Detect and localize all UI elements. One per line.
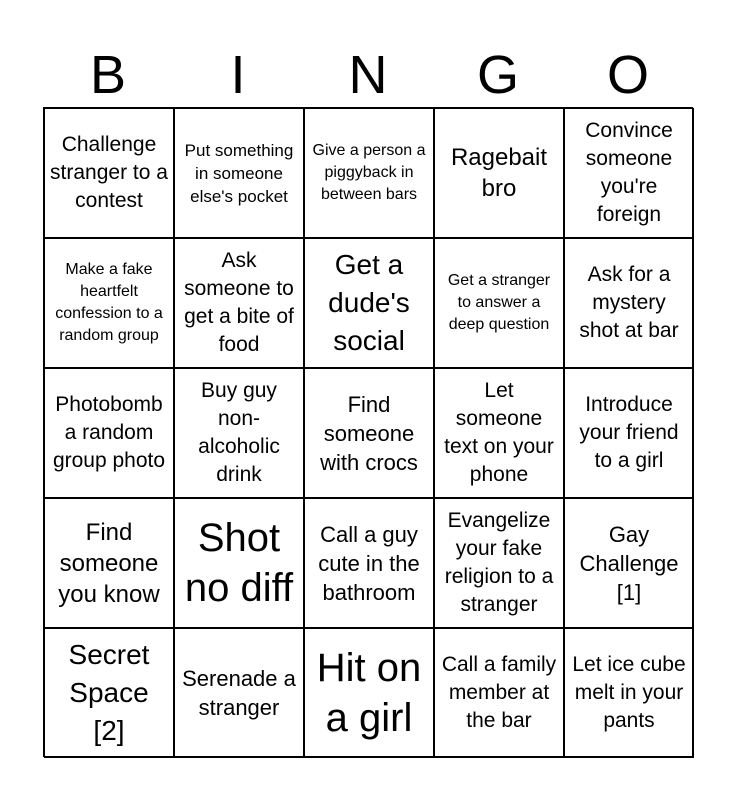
bingo-cell[interactable]	[304, 238, 434, 368]
bingo-cell[interactable]	[304, 368, 434, 498]
cell-text: Photobomb a random group photo	[52, 393, 166, 472]
cell-text: Give a person a piggyback in between bars	[312, 142, 426, 203]
cell-text: Gay Challenge [1]	[579, 521, 679, 605]
cell-text: Challenge stranger to a contest	[50, 133, 168, 212]
bingo-cell[interactable]	[44, 108, 174, 238]
bingo-cell[interactable]	[564, 238, 694, 368]
bingo-cell[interactable]	[44, 238, 174, 368]
bingo-cell[interactable]	[304, 108, 434, 238]
header-letter-g: G	[476, 45, 519, 105]
bingo-cell[interactable]	[434, 108, 564, 238]
cell-text: Find someone you know	[58, 518, 160, 608]
cell-text: Shot no diff	[184, 516, 294, 610]
cell-text: Secret Space [2]	[68, 639, 150, 746]
cell-text: Find someone with crocs	[320, 391, 418, 475]
cell-text: Call a family member at the bar	[441, 653, 557, 732]
bingo-cell[interactable]	[564, 108, 694, 238]
cell-text: Buy guy non-alcoholic drink	[198, 379, 280, 486]
header-letter-n: N	[348, 45, 388, 105]
header-letter-o: O	[606, 45, 649, 105]
header-letter-i: I	[230, 45, 246, 105]
bingo-cell[interactable]	[44, 368, 174, 498]
cell-text: Get a stranger to answer a deep question	[447, 272, 551, 333]
bingo-cell[interactable]	[44, 498, 174, 628]
bingo-cell[interactable]	[174, 368, 304, 498]
bingo-cell[interactable]	[174, 238, 304, 368]
cell-text: Ragebait bro	[450, 144, 548, 202]
bingo-cell[interactable]	[434, 368, 564, 498]
cell-text: Evangelize your fake religion to a stranger	[444, 509, 554, 616]
bingo-cell[interactable]	[304, 628, 434, 758]
cell-text: Hit on a girl	[316, 646, 422, 740]
bingo-cell[interactable]	[564, 498, 694, 628]
cell-text: Make a fake heartfelt confession to a random group	[55, 261, 163, 344]
cell-text: Introduce your friend to a girl	[579, 393, 679, 472]
bingo-header	[43, 42, 693, 108]
bingo-cell[interactable]	[564, 628, 694, 758]
header-letter-b: B	[89, 45, 127, 105]
cell-text: Get a dude's social	[328, 249, 410, 356]
bingo-cell[interactable]	[174, 498, 304, 628]
bingo-cell[interactable]	[564, 368, 694, 498]
bingo-cell[interactable]	[434, 628, 564, 758]
cell-text: Convince someone you're foreign	[585, 119, 673, 226]
bingo-grid	[43, 107, 693, 757]
bingo-cell[interactable]	[434, 238, 564, 368]
bingo-cell[interactable]	[304, 498, 434, 628]
bingo-cell[interactable]	[174, 108, 304, 238]
bingo-cell[interactable]	[44, 628, 174, 758]
cell-text: Ask someone to get a bite of food	[184, 249, 294, 356]
bingo-cell[interactable]	[174, 628, 304, 758]
cell-text: Let ice cube melt in your pants	[572, 653, 686, 732]
cell-text: Let someone text on your phone	[444, 379, 554, 486]
cell-text: Serenade a stranger	[182, 666, 296, 720]
cell-text: Ask for a mystery shot at bar	[579, 263, 679, 342]
cell-text: Call a guy cute in the bathroom	[318, 521, 420, 605]
bingo-cell[interactable]	[434, 498, 564, 628]
cell-text: Put something in someone else's pocket	[184, 140, 294, 206]
